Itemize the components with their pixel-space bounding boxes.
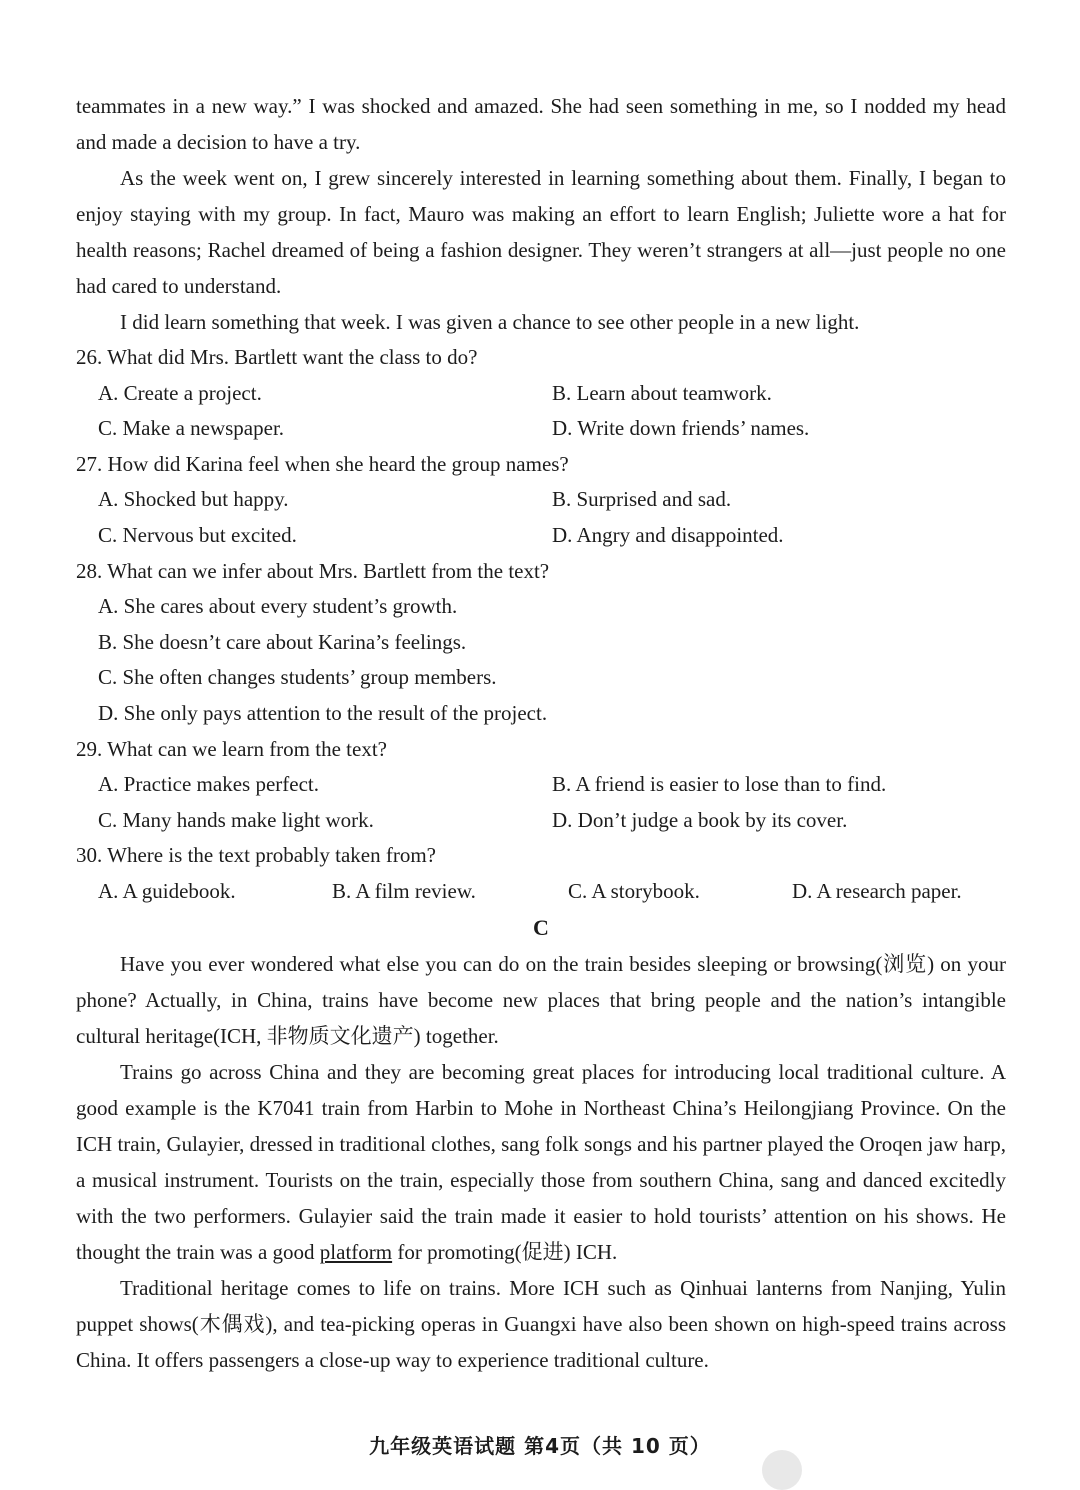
option-b: B. Surprised and sad. [552,487,732,512]
passage-b-paragraph-1: teammates in a new way.” I was shocked and amazed. She had seen something in me, so I nodded my head and made a decision to have a try. [76,94,1006,154]
option-row [76,803,1006,839]
passage-b-paragraph-3: I did learn something that week. I was given a chance to see other people in a new light. [120,310,860,334]
section-c-title: C [533,914,549,940]
paragraph-text: for promoting(促进) ICH. [392,1239,618,1264]
option-b: B. Learn about teamwork. [552,380,772,405]
question-stem: 27. How did Karina feel when she heard the group names? [76,451,569,476]
exam-page-content [76,88,1006,1378]
paragraph-text: Trains go across China and they are becoming great places for introducing local traditional culture. A good example is the K7041 train from Harbin to Mohe in Northeast China’s Heilongjiang Province. On the ICH train, Gulayier, dressed in traditional clothes, sang folk songs and his partner played the Oroqen jaw harp, a musical instrument. Tourists on the train, especially those from southern China, sang and danced excitedly with the two performers. Gulayier said the train made it easier to hold tourists’ attention on his shows. He thought the train was a good [76,1059,1006,1264]
option-b: B. She doesn’t care about Karina’s feelings. [98,629,467,654]
watermark-logo [762,1450,802,1490]
option-row [76,376,1006,412]
option-row [76,482,1006,518]
question-stem: 28. What can we infer about Mrs. Bartlett from the text? [76,558,550,583]
option-row [76,411,1006,447]
passage-c-paragraph-1: Have you ever wondered what else you can do on the train besides sleeping or browsing(浏览) on your phone? Actually, in China, trains have become new places that bring people and the nation’s intangible cultural heritage(ICH, 非物质文化遗产) together. [76,951,1006,1048]
option-c: C. She often changes students’ group members. [98,665,497,690]
option-c: C. Nervous but excited. [98,522,297,547]
option-a: A. A guidebook. [98,878,236,903]
option-c: C. A storybook. [568,878,700,903]
option-row [76,518,1006,554]
question-27 [76,447,1006,554]
passage-c-paragraph-3: Traditional heritage comes to life on trains. More ICH such as Qinhuai lanterns from Nanjing, Yulin puppet shows(木偶戏), and tea-picking operas in Guangxi have also been shown on high-speed trains across China. It offers passengers a close-up way to experience traditional culture. [76,1275,1006,1372]
option-a: A. She cares about every student’s growth. [98,594,458,619]
option-d: D. A research paper. [792,878,962,903]
option-a: A. Create a project. [98,380,262,405]
page-footer: 九年级英语试题 第4页（共 10 页） [369,1434,711,1458]
option-d: D. Angry and disappointed. [552,522,784,547]
question-stem: 26. What did Mrs. Bartlett want the class to do? [76,345,478,369]
option-d: D. Don’t judge a book by its cover. [552,807,848,832]
question-stem: 29. What can we learn from the text? [76,736,387,761]
option-row [76,767,1006,803]
option-d: D. Write down friends’ names. [552,416,810,441]
option-a: A. Practice makes perfect. [98,772,319,797]
passage-c-paragraph-2 [76,1054,1006,1270]
option-a: A. Shocked but happy. [98,487,289,512]
underlined-word: platform [319,1239,393,1264]
option-b: B. A film review. [332,878,476,903]
question-30 [76,838,1006,909]
option-row [76,874,1006,910]
option-d: D. She only pays attention to the result of the project. [98,700,548,725]
question-28 [76,554,1006,732]
option-c: C. Make a newspaper. [98,416,285,441]
question-stem: 30. Where is the text probably taken from? [76,843,436,868]
option-c: C. Many hands make light work. [98,807,374,832]
question-26 [76,340,1006,447]
option-b: B. A friend is easier to lose than to find. [552,772,887,797]
question-29 [76,732,1006,839]
passage-b-paragraph-2: As the week went on, I grew sincerely interested in learning something about them. Finally, I began to enjoy staying with my group. In fact, Mauro was making an effort to learn English; Juliette wore a hat for health reasons; Rachel dreamed of being a fashion designer. They weren’t strangers at all—just people no one had cared to understand. [76,166,1006,298]
